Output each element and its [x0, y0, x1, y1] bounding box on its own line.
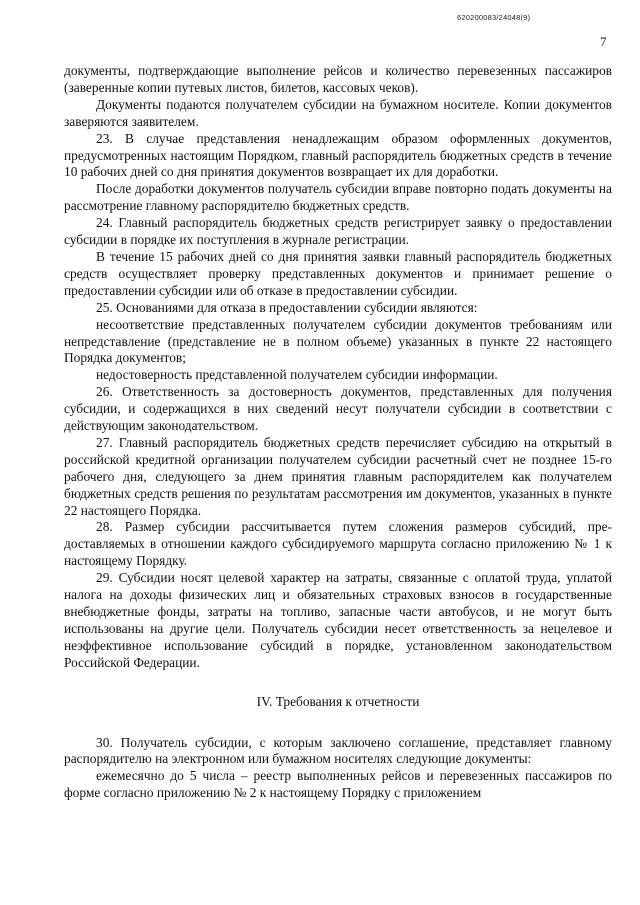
paragraph-p12: 28. Размер субсидии рассчитывается путем сложения размеров субсидий, предоставляемых в отношении каждого субсидируемого маршрута согласно приложению № 1 к настоящему Порядку. [64, 519, 612, 569]
section-title: IV. Требования к отчетности [256, 693, 420, 709]
page-number: 7 [600, 34, 607, 49]
paragraph-p14: 30. Получатель субсидии, с которым заключено соглашение, представляет главному распорядителю на электронном или бумажном носителях следующие документы: [64, 734, 612, 767]
paragraph-p5: 24. Главный распорядитель бюджетных средств регистрирует заявку о предоставлении субсидии в порядке их поступления в журнале регистрации. [64, 215, 612, 248]
paragraph-p11: 27. Главный распорядитель бюджетных средств перечисляет субсидию на открытый в российской кредитной организации получателем субсидии расчетный счет не позднее 15-го рабочего дня, следующего за днем принятия главным распорядителем как получателем бюджетных средств решения по результатам рассмотрения им документов, указанных в пункте 22 настоящего Порядка. [64, 434, 612, 518]
paragraph-p3: 23. В случае представления ненадлежащим образом оформленных документов, предусмотренных настоящим Порядком, главный распорядитель бюджетных средств в течение 10 рабочих дней со дня принятия документов возвращает их для доработки. [64, 130, 612, 180]
paragraph-p9: недостоверность представленной получателем субсидии информации. [96, 367, 498, 383]
paragraph-p2: Документы подаются получателем субсидии на бумажном носителе. Копии документов заверяются заявителем. [64, 96, 612, 129]
paragraph-p4: После доработки документов получатель субсидии вправе повторно подать документы на рассмотрение главному распорядителю бюджетных средств. [64, 181, 612, 214]
paragraph-p15: ежемесячно до 5 числа – реестр выполненных рейсов и перевезенных пассажиров по форме согласно приложению № 2 к настоящему Порядку с приложением [64, 768, 612, 801]
document-body [64, 63, 612, 802]
paragraph-p6: В течение 15 рабочих дней со дня принятия заявки главный распорядитель бюджетных средств осуществляет проверку представленных документов и принимает решение о предоставлении субсидии или об отказе в предоставлении субсидии. [64, 248, 612, 298]
paragraph-p8: несоответствие представленных получателем субсидии документов требованиям или непредставление (представление не в полном объеме) указанных в пункте 22 настоящего Порядка документов; [64, 316, 612, 366]
paragraphs-top [64, 63, 612, 672]
document-code: 620200083/24048(9) [457, 13, 531, 22]
paragraph-p7: 25. Основаниями для отказа в предоставлении субсидии являются: [96, 299, 478, 315]
paragraphs-bottom [64, 735, 612, 803]
paragraph-p13: 29. Субсидии носят целевой характер на затраты, связанные с оплатой труда, уплатой налога на доходы физических лиц и обязательных страховых взносов в государственные внебюджетные фонды, затраты на топливо, запасные части автобусов, и не могут быть использованы на другие цели. Получатель субсидии несет ответственность за нецелевое и неэффективное использование субсидий в порядке, установленном законодательством Российской Федерации. [64, 570, 612, 670]
paragraph-p10: 26. Ответственность за достоверность документов, представленных для получения субсидии, и содержащихся в них сведений несут получатели субсидии в соответствии с действующим законодательством. [64, 384, 612, 434]
paragraph-p1: документы, подтверждающие выполнение рейсов и количество перевезенных пассажиров (заверенные копии путевых листов, билетов, кассовых чеков). [64, 63, 612, 95]
